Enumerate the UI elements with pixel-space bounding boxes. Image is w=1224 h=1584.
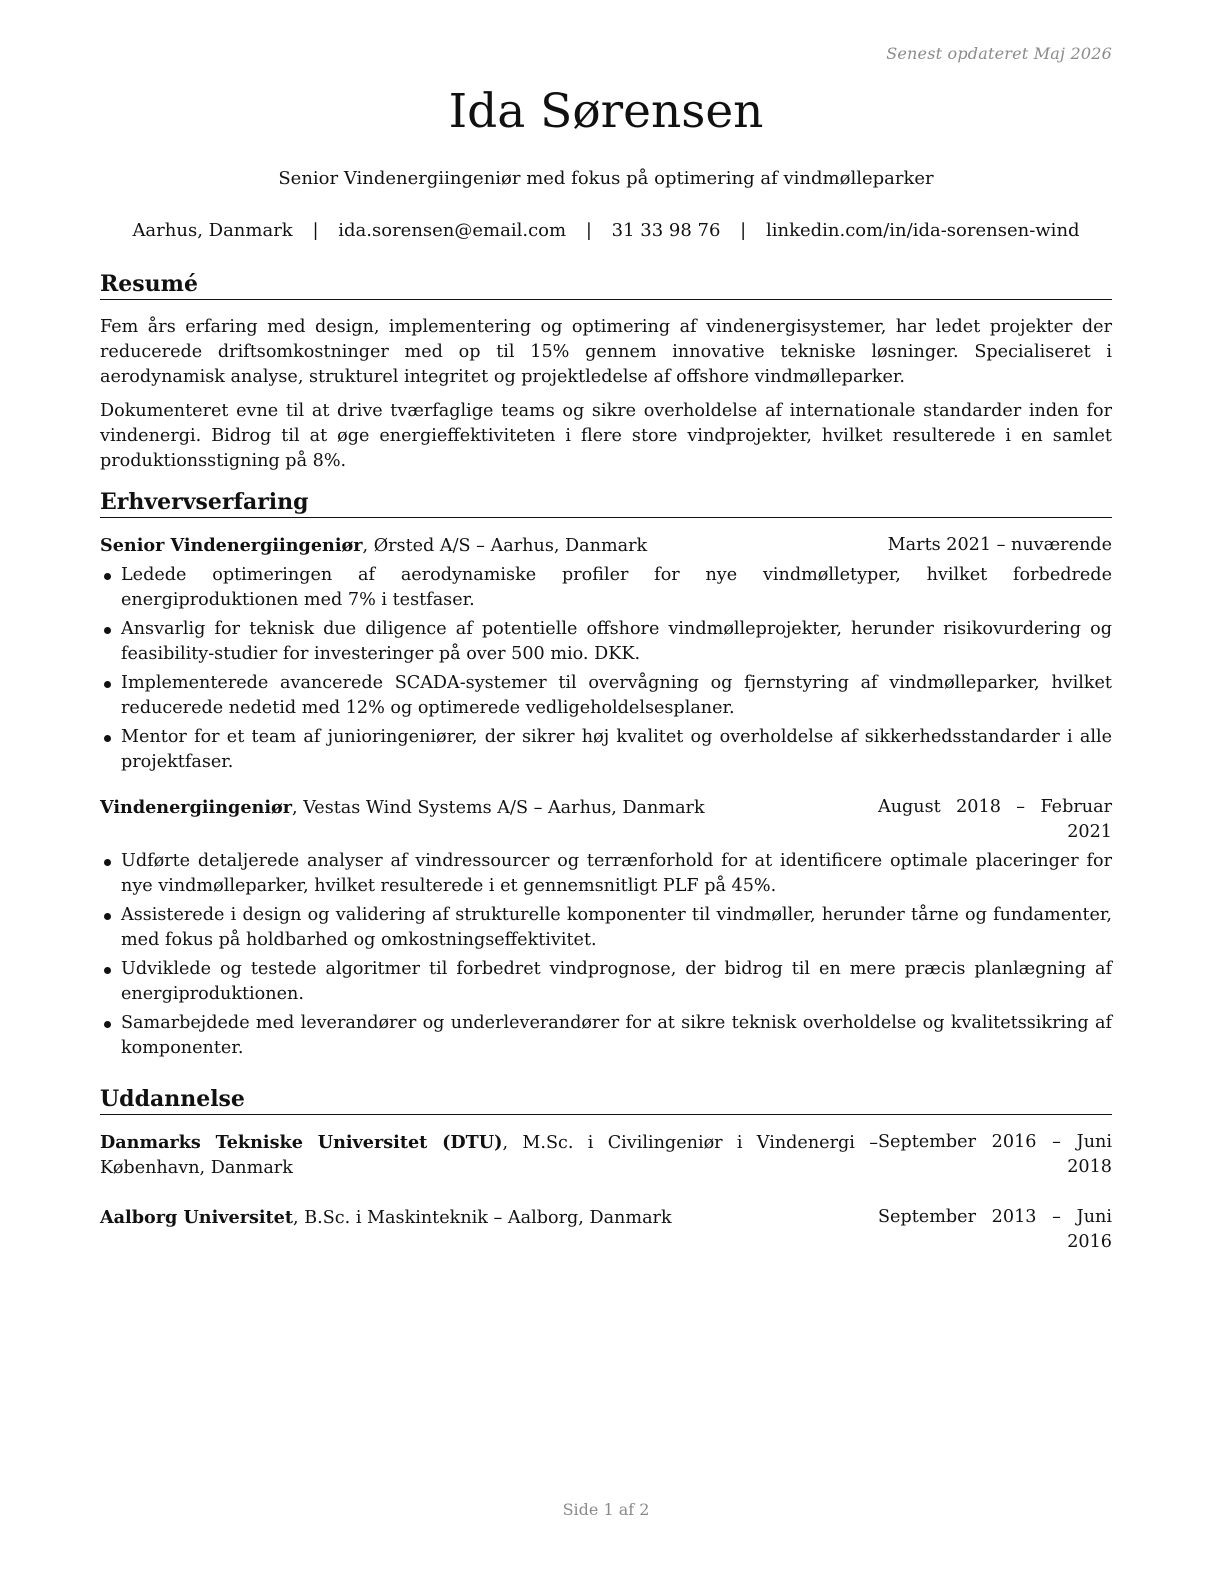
job-bullet: Ledede optimeringen af aerodynamiske profiler for nye vindmølletyper, hvilket forbedrede energiproduktionen med 7% i testfaser. — [100, 563, 1112, 613]
job-bullet: Samarbejdede med leverandører og underleverandører for at sikre teknisk overholdelse og kvalitetssikring af komponenter. — [100, 1011, 1112, 1061]
job-dates: Marts 2021 – nuværende — [887, 535, 1112, 555]
job-bullet: Udførte detaljerede analyser af vindressourcer og terrænforhold for at identificere optimale placeringer for nye vindmølleparker, hvilket resulterede i et gennemsnitligt PLF på 45%. — [100, 849, 1112, 899]
job-title-line — [100, 795, 878, 821]
contact-location: Aarhus, Danmark — [132, 220, 293, 241]
contact-separator: | — [740, 220, 747, 241]
job-title: Senior Vindenergiingeniør — [100, 535, 363, 556]
contact-separator: | — [585, 220, 592, 241]
contact-email[interactable]: ida.sorensen@email.com — [338, 220, 567, 241]
summary-paragraph: Dokumenteret evne til at drive tværfaglige teams og sikre overholdelse af internationale standarder inden for vindenergi. Bidrog til at øge energieffektiviteten i flere store vindprojekter, hvilket resulterede i en samlet produktionsstigning på 8%. — [100, 401, 1112, 471]
job-bullets — [100, 563, 1112, 775]
education-heading: Uddannelse — [100, 1085, 1112, 1115]
contact-linkedin[interactable]: linkedin.com/in/ida-sorensen-wind — [765, 220, 1080, 241]
contact-separator: | — [312, 220, 319, 241]
job-title: Vindenergiingeniør — [100, 797, 293, 818]
job-bullets — [100, 849, 1112, 1061]
education-entry — [100, 1130, 1112, 1181]
education-dates: September 2016 – Juni 2018 — [878, 1132, 1112, 1177]
job-bullet: Implementerede avancerede SCADA-systemer til overvågning og fjernstyring af vindmølleparker, hvilket reducerede nedetid med 12% og optimerede vedligeholdelsesplaner. — [100, 671, 1112, 721]
summary-paragraph: Fem års erfaring med design, implementering og optimering af vindenergisystemer, har ledet projekter der reducerede driftsomkostninger med op til 15% gennem innovative tekniske løsninger. Specialiseret i aerodynamisk analyse, strukturel integritet og projektledelse af offshore vindmølleparker. — [100, 317, 1112, 387]
education-detail: , M.Sc. i Civilingeniør i Vindenergi – København, Danmark — [100, 1133, 878, 1178]
education-line — [100, 1205, 878, 1231]
job-bullet: Assisterede i design og validering af strukturelle komponenter til vindmøller, herunder tårne og fundamenter, med fokus på holdbarhed og omkostningseffektivitet. — [100, 903, 1112, 953]
experience-heading: Erhvervserfaring — [100, 488, 1112, 518]
job-employer: , Ørsted A/S – Aarhus, Danmark — [362, 536, 648, 556]
job-dates: August 2018 – Februar 2021 — [878, 797, 1112, 842]
job-entry — [100, 795, 1112, 1061]
job-bullet: Mentor for et team af junioringeniører, der sikrer høj kvalitet og overholdelse af sikkerhedsstandarder i alle projektfaser. — [100, 725, 1112, 775]
job-employer: , Vestas Wind Systems A/S – Aarhus, Danmark — [292, 798, 705, 818]
education-detail: , B.Sc. i Maskinteknik – Aalborg, Danmark — [293, 1208, 672, 1228]
contact-phone[interactable]: 31 33 98 76 — [611, 220, 721, 241]
experience-section — [100, 488, 1112, 1065]
summary-section — [100, 270, 1112, 474]
job-bullet: Udviklede og testede algoritmer til forbedret vindprognose, der bidrog til en mere præcis planlægning af energiproduktionen. — [100, 957, 1112, 1007]
resume-page — [100, 0, 1112, 1584]
education-entry — [100, 1205, 1112, 1255]
job-header — [100, 533, 1112, 559]
education-school: Aalborg Universitet — [100, 1207, 294, 1228]
summary-heading: Resumé — [100, 270, 1112, 300]
education-line — [100, 1130, 878, 1181]
job-header — [100, 795, 1112, 845]
job-bullet: Ansvarlig for teknisk due diligence af potentielle offshore vindmølleprojekter, herunder risikovurdering og feasibility-studier for investeringer på over 500 mio. DKK. — [100, 617, 1112, 667]
page-indicator: Side 1 af 2 — [562, 1500, 650, 1519]
contact-line — [100, 220, 1112, 241]
last-updated-note: Senest opdateret Maj 2026 — [886, 44, 1112, 63]
education-dates: September 2013 – Juni 2016 — [878, 1207, 1112, 1252]
education-school: Danmarks Tekniske Universitet (DTU) — [100, 1132, 503, 1153]
job-entry — [100, 533, 1112, 775]
education-section — [100, 1085, 1112, 1255]
job-title-line — [100, 533, 888, 559]
candidate-name: Ida Sørensen — [448, 84, 764, 139]
candidate-tagline: Senior Vindenergiingeniør med fokus på optimering af vindmølleparker — [278, 168, 934, 189]
